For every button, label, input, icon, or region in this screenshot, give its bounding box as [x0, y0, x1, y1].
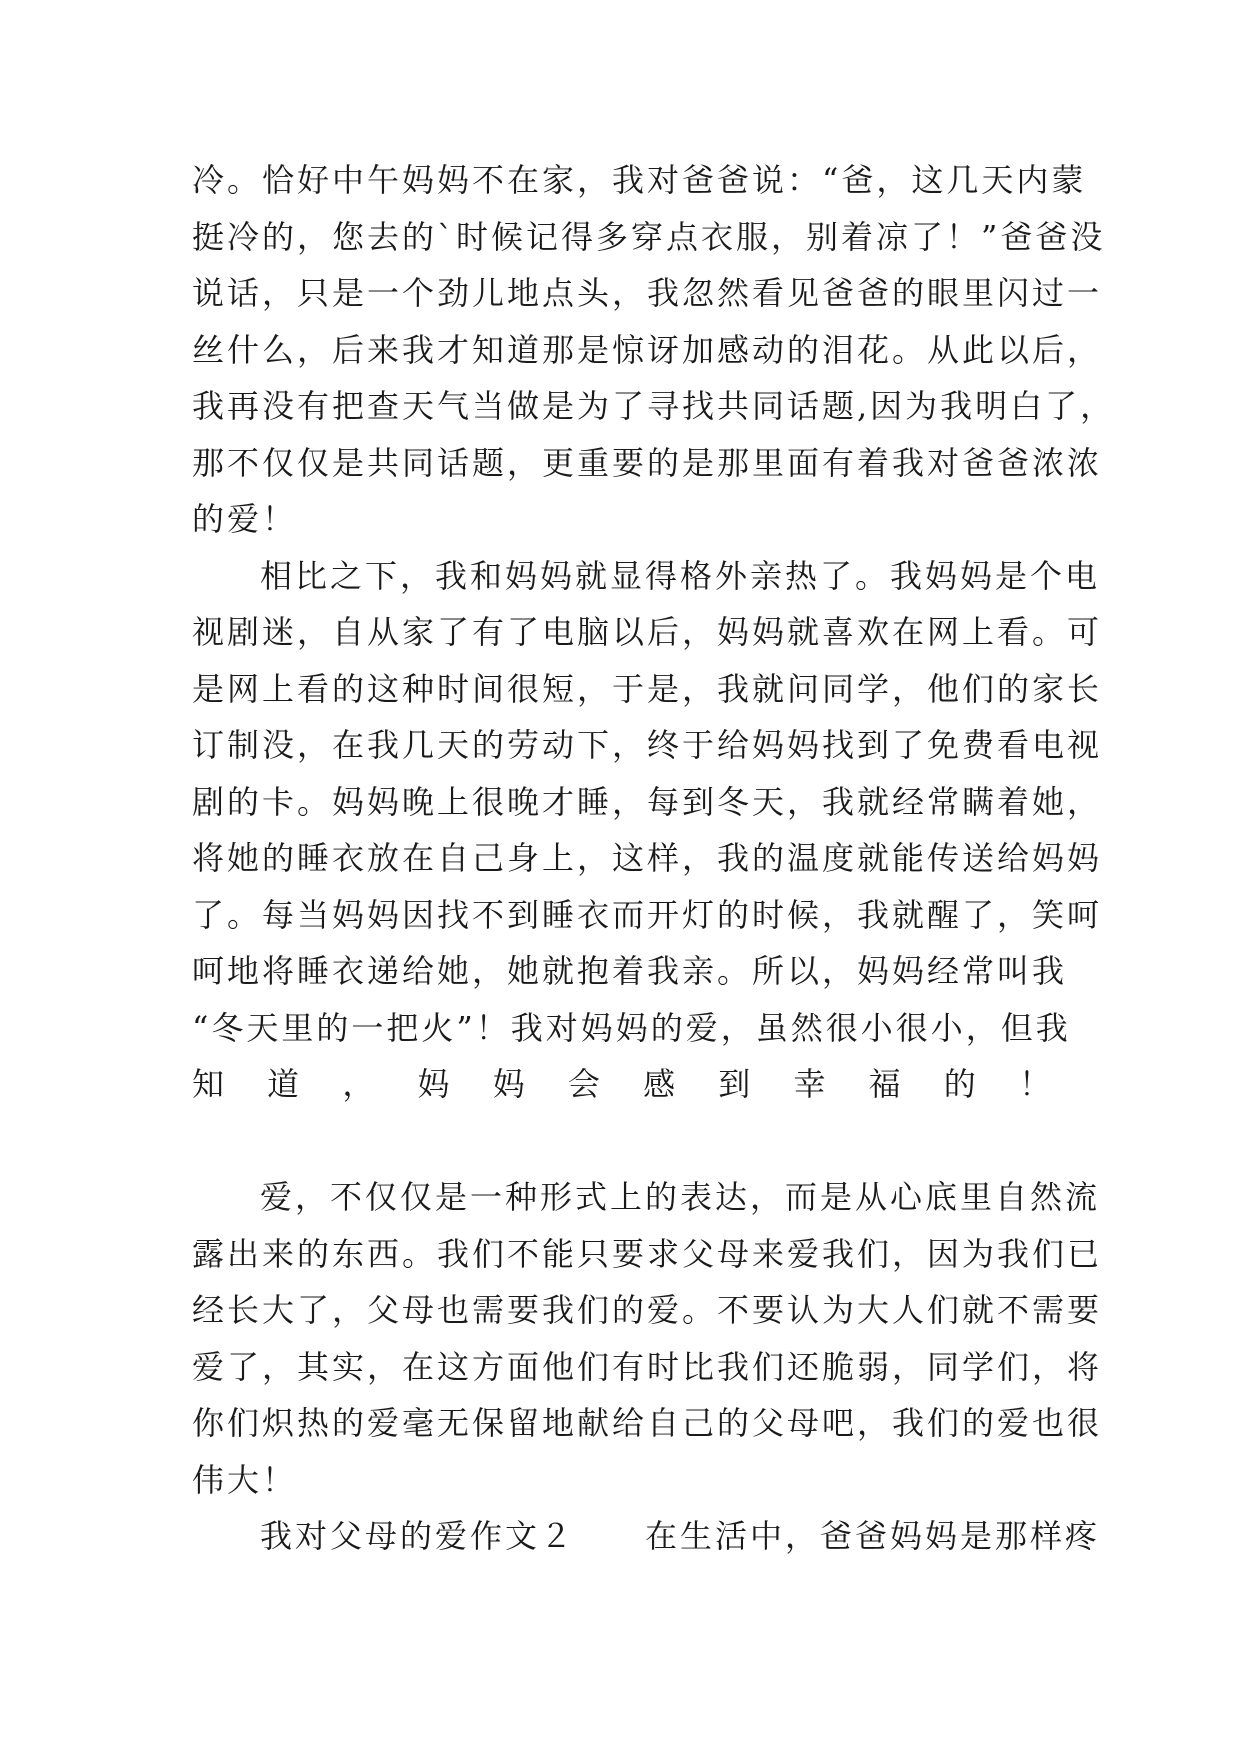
text-line: 剧的卡。妈妈晚上很晚才睡，每到冬天，我就经常瞒着她， [192, 782, 1103, 821]
text-line: 经长大了，父母也需要我们的爱。不要认为大人们就不需要 [192, 1291, 1103, 1329]
text-line: 你们炽热的爱毫无保留地献给自己的父母吧，我们的爱也很 [192, 1404, 1103, 1442]
text-line: 冷。恰好中午妈妈不在家，我对爸爸说：“爸，这几天内蒙 [192, 161, 1087, 199]
paragraph-3 [192, 1169, 1103, 1508]
text-line [192, 1113, 1054, 1170]
text-line: 丝什么，后来我才知道那是惊讶加感动的泪花。从此以后， [192, 330, 1103, 369]
text-line: 订制没，在我几天的劳动下，终于给妈妈找到了免费看电视 [192, 726, 1103, 764]
text-line: 爱了，其实，在这方面他们有时比我们还脆弱，同学们，将 [192, 1347, 1103, 1386]
paragraph-1 [192, 152, 1116, 548]
paragraph-4 [192, 1508, 1101, 1565]
text-line: 说话，只是一个劲儿地点头，我忽然看见爸爸的眼里闪过一 [192, 274, 1103, 312]
text-line: 呵地将睡衣递给她，她就抱着我亲。所以，妈妈经常叫我 [192, 952, 1068, 990]
text-line: 了。每当妈妈因找不到睡衣而开灯的时候，我就醒了，笑呵 [192, 895, 1103, 934]
text-line: 那不仅仅是共同话题，更重要的是那里面有着我对爸爸浓浓 [192, 443, 1103, 482]
text-line: 视剧迷，自从家了有了电脑以后，妈妈就喜欢在网上看。可 [192, 613, 1103, 651]
text-line: 是网上看的这种时间很短，于是，我就问同学，他们的家长 [192, 669, 1103, 708]
text-line: “冬天里的一把火”！我对妈妈的爱，虽然很小很小，但我 [192, 1008, 1071, 1047]
text-line: 露出来的东西。我们不能只要求父母来爱我们，因为我们已 [192, 1234, 1103, 1273]
text-line: 挺冷的，您去的`时候记得多穿点衣服，别着凉了！”爸爸没 [192, 217, 1106, 256]
text-line: 我再没有把查天气当做是为了寻找共同话题,因为我明白了， [192, 387, 1116, 425]
text-line: 将她的睡衣放在自己身上，这样，我的温度就能传送给妈妈 [192, 839, 1103, 877]
text-line: 知道，妈妈会感到幸福的！ [192, 1065, 1054, 1103]
text-line: 爱，不仅仅是一种形式上的表达，而是从心底里自然流 [260, 1178, 1101, 1216]
paragraph-2 [192, 548, 1103, 1170]
text-line: 我对父母的爱作文２ 在生活中，爸爸妈妈是那样疼 [260, 1517, 1101, 1555]
text-line: 的爱！ [192, 500, 298, 538]
text-line: 伟大！ [192, 1460, 298, 1499]
document-body [192, 152, 1116, 1565]
text-line: 相比之下，我和妈妈就显得格外亲热了。我妈妈是个电 [260, 556, 1101, 595]
